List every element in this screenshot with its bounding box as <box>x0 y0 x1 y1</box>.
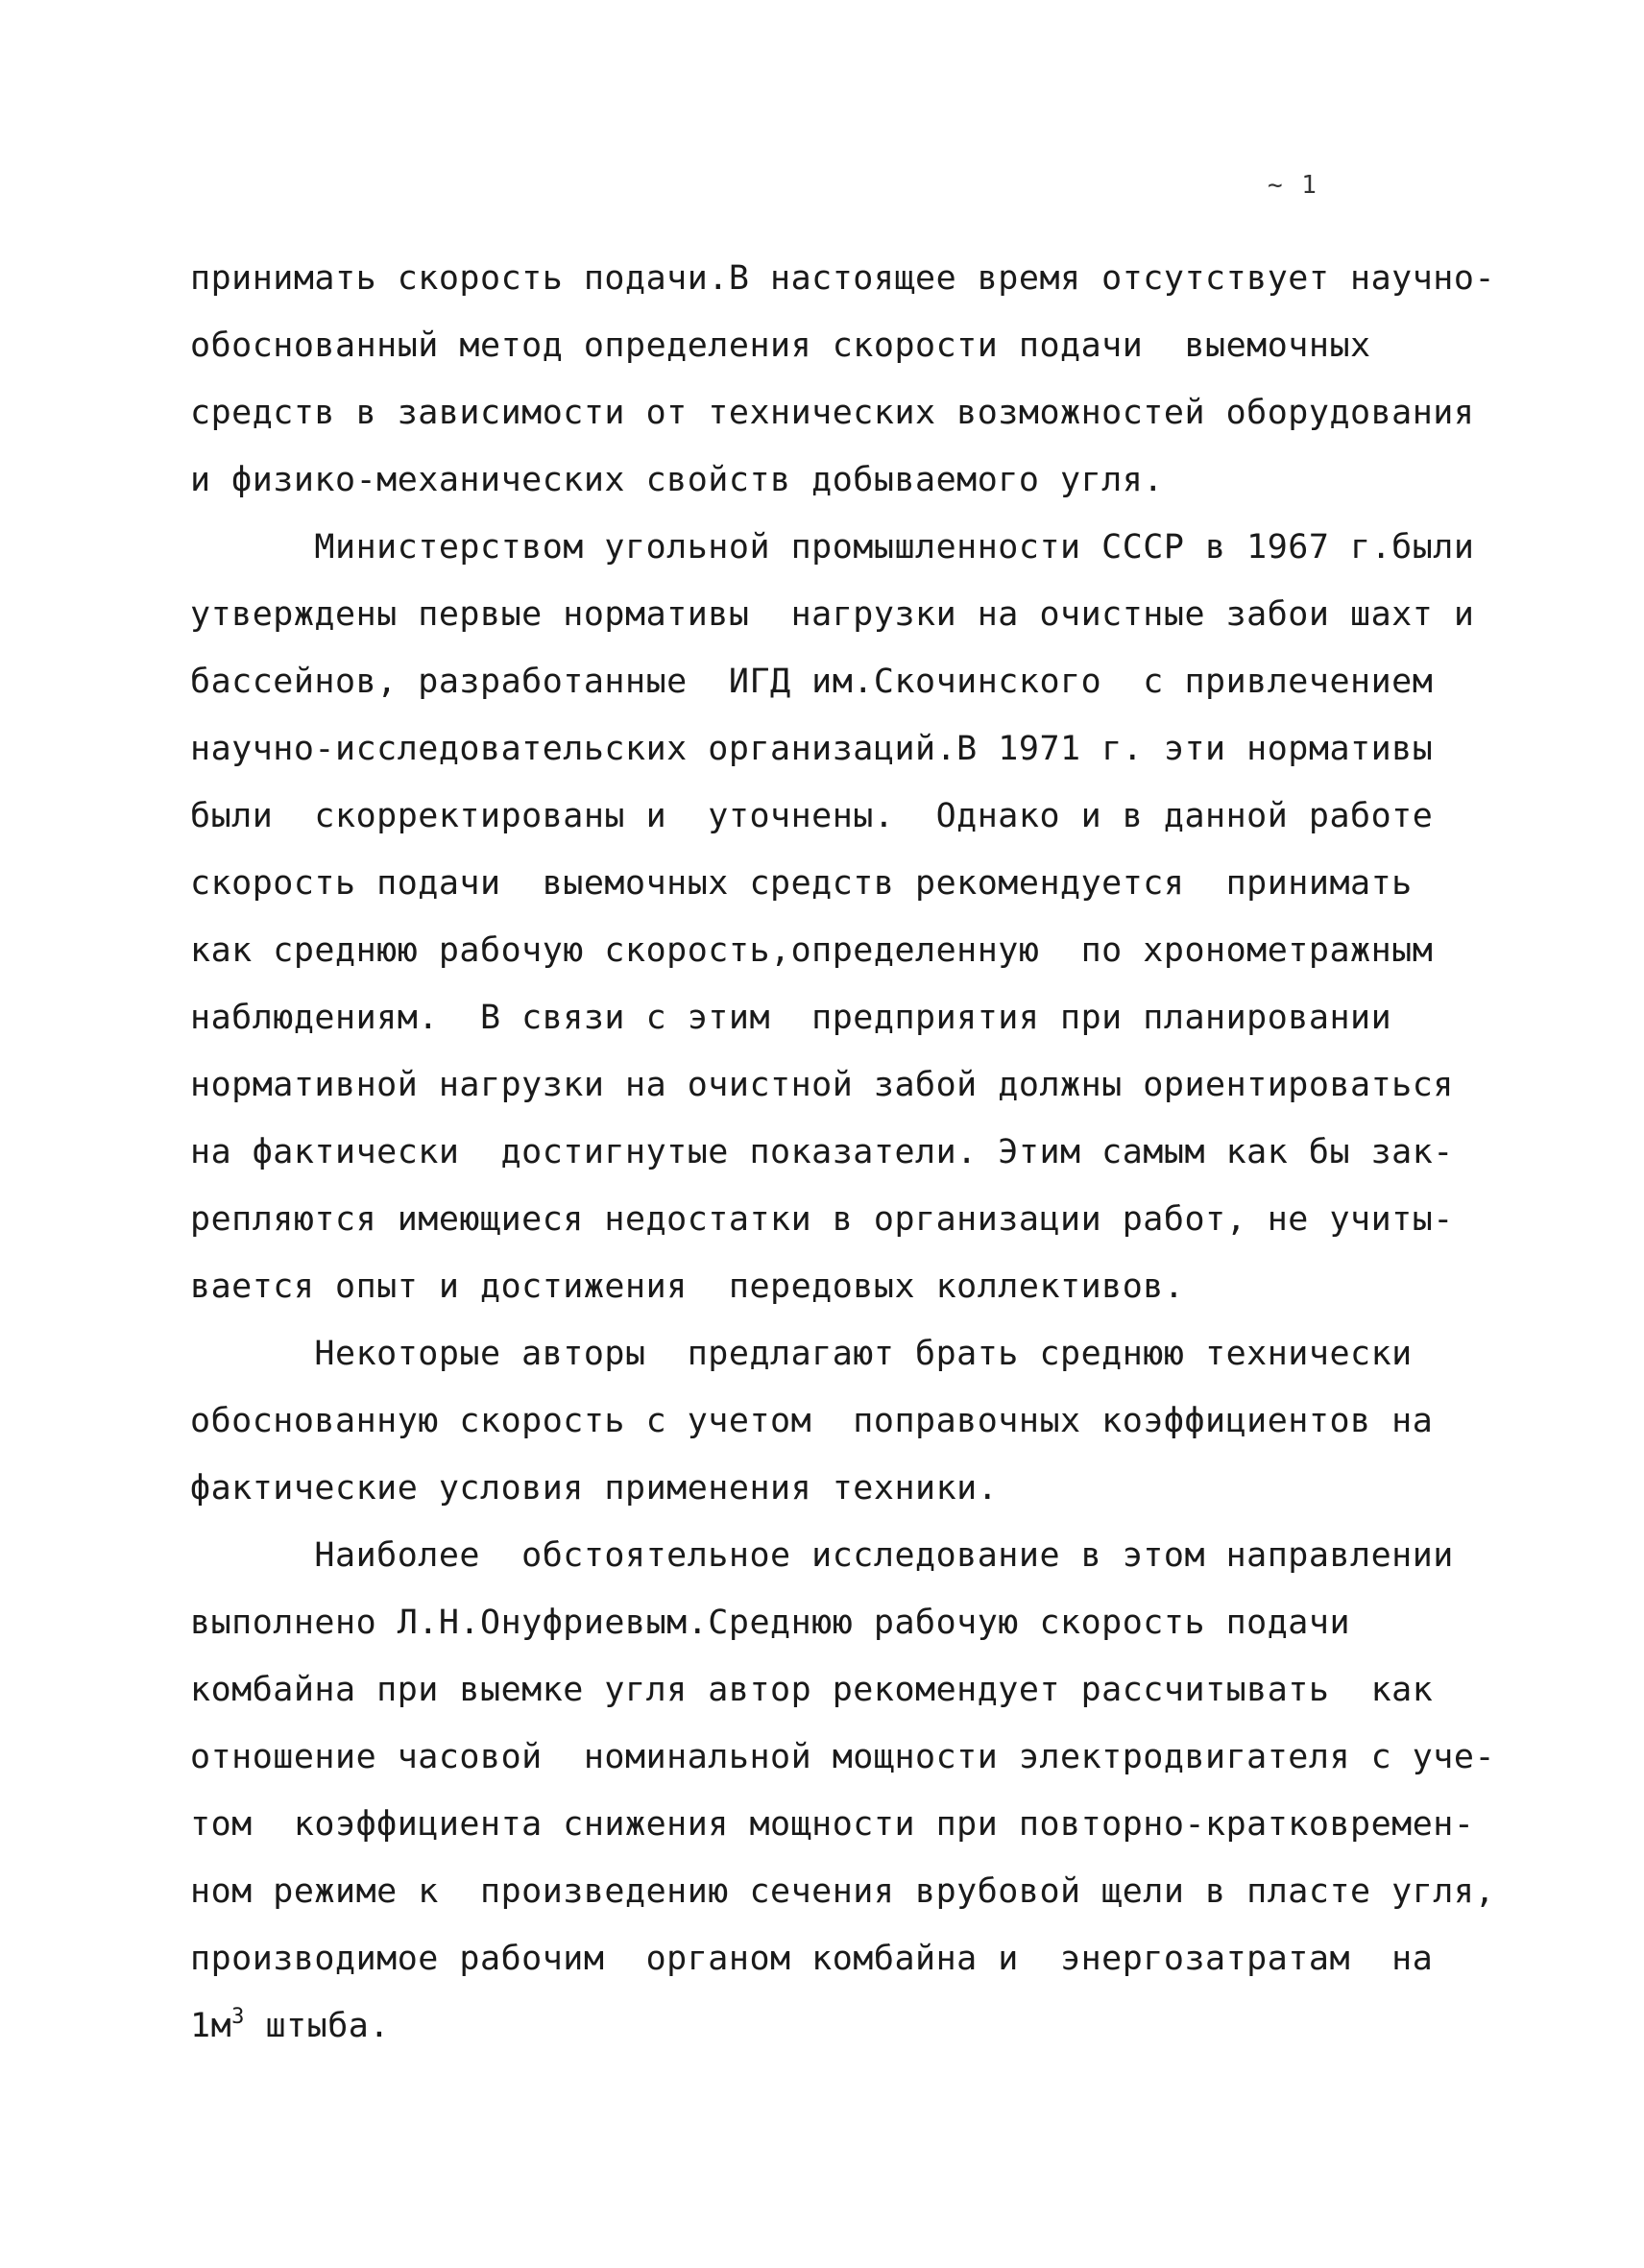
text-line: и физико-механических свойств добываемого угля. <box>190 461 1164 499</box>
text-line: бассейнов, разработанные ИГД им.Скочинского с привлечением <box>190 663 1434 701</box>
paragraph-start-line: Наиболее обстоятельное исследование в этом направлении <box>190 1536 1454 1575</box>
text-line: нормативной нагрузки на очистной забой должны ориентироваться <box>190 1066 1454 1104</box>
text-line: производимое рабочим органом комбайна и энергозатратам на <box>190 1940 1434 1978</box>
text-line: были скорректированы и уточнены. Однако и в данной работе <box>190 797 1434 835</box>
text-line: обоснованную скорость с учетом поправочных коэффициентов на <box>190 1402 1434 1440</box>
page-number: ~ 1 <box>1268 171 1318 200</box>
text-line: скорость подачи выемочных средств рекомендуется принимать <box>190 864 1413 903</box>
text-line: на фактически достигнутые показатели. Этим самым как бы зак- <box>190 1133 1454 1171</box>
text-line: средств в зависимости от технических возможностей оборудования <box>190 394 1475 432</box>
text-line: том коэффициента снижения мощности при повторно-кратковремен- <box>190 1805 1475 1844</box>
text-line: как среднюю рабочую скорость,определенную по хронометражным <box>190 931 1434 970</box>
unit-text: 1м <box>190 2007 232 2045</box>
text-line: обоснованный метод определения скорости подачи выемочных <box>190 326 1371 365</box>
text-line: комбайна при выемке угля автор рекомендует рассчитывать как <box>190 1671 1434 1709</box>
text-line: ном режиме к произведению сечения врубовой щели в пласте угля, <box>190 1872 1496 1911</box>
text-line: принимать скорость подачи.В настоящее время отсутствует научно- <box>190 259 1496 298</box>
body-text <box>190 245 1496 2060</box>
text-line: утверждены первые нормативы нагрузки на очистные забои шахт и <box>190 595 1475 634</box>
text-line: наблюдениям. В связи с этим предприятия при планировании <box>190 999 1392 1037</box>
text-line: отношение часовой номинальной мощности электродвигателя с уче- <box>190 1738 1496 1776</box>
text-line: фактические условия применения техники. <box>190 1469 999 1508</box>
text-line: научно-исследовательских организаций.В 1971 г. эти нормативы <box>190 730 1434 768</box>
text-line: вается опыт и достижения передовых коллективов. <box>190 1267 1185 1306</box>
last-line-tail: штыба. <box>244 2007 390 2045</box>
paragraph-start-line: Министерством угольной промышленности СССР в 1967 г.были <box>190 528 1475 567</box>
superscript-exponent: 3 <box>231 2005 245 2029</box>
last-text-line <box>190 1992 1477 2060</box>
text-line: выполнено Л.Н.Онуфриевым.Среднюю рабочую скорость подачи <box>190 1604 1351 1642</box>
paragraph-start-line: Некоторые авторы предлагают брать среднюю технически <box>190 1335 1413 1373</box>
text-line: репляются имеющиеся недостатки в организации работ, не учиты- <box>190 1200 1454 1239</box>
